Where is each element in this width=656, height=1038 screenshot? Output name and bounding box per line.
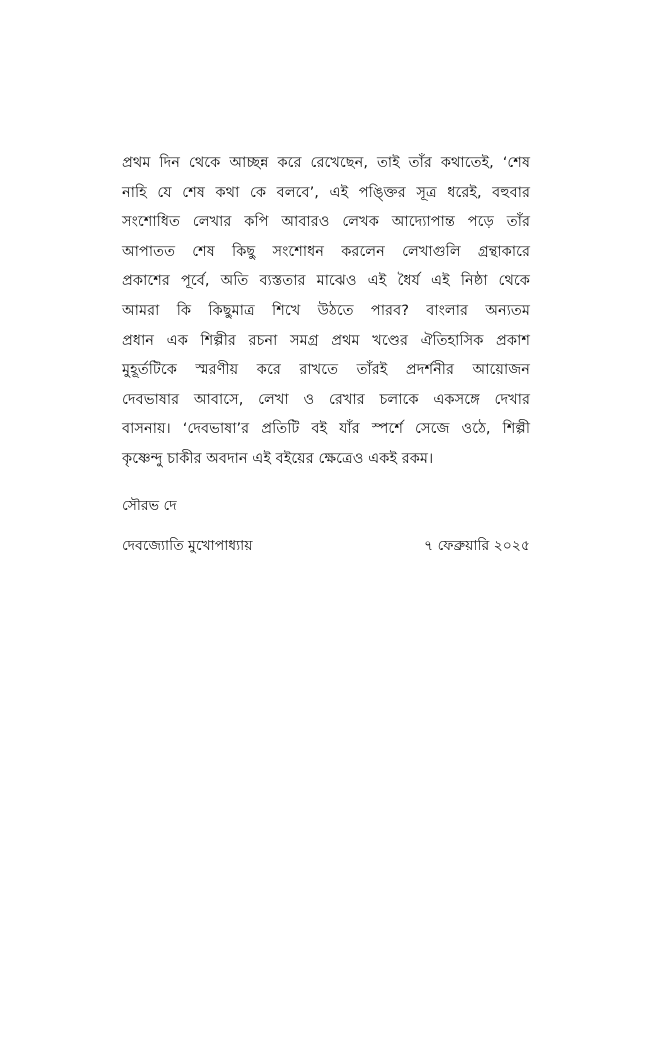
- paragraph-line: বাসনায়। ‘দেবভাষা’র প্রতিটি বই যাঁর স্পর্শে সেজে ওঠে, শিল্পী: [122, 420, 530, 438]
- paragraph-line: আমরা কি কিছুমাত্র শিখে উঠতে পারব? বাংলার অন্যতম: [122, 301, 530, 319]
- signature-row: [122, 533, 530, 559]
- paragraph-line: প্রথম দিন থেকে আচ্ছন্ন করে রেখেছেন, তাই তাঁর কথাতেই, ‘শেষ: [122, 154, 530, 171]
- paragraph-line: কৃষ্ণেন্দু চাকীর অবদান এই বইয়ের ক্ষেত্রেও একই রকম।: [122, 449, 434, 467]
- signatory-name-second: দেবজ্যোতি মুখোপাধ্যায়: [122, 538, 253, 554]
- signatory-name-first: সৌরভ দে: [122, 498, 177, 514]
- paragraph-line: নাহি যে শেষ কথা কে বলবে’, এই পঙ্ক্তির সূত্র ধরেই, বহুবার: [122, 183, 530, 201]
- paragraph-line: প্রধান এক শিল্পীর রচনা সমগ্র প্রথম খণ্ডের ঐতিহাসিক প্রকাশ: [122, 331, 530, 349]
- signature-block: [122, 493, 530, 559]
- paragraph-line: আপাতত শেষ কিছু সংশোধন করলেন লেখাগুলি গ্রন্থাকারে: [122, 242, 530, 260]
- paragraph-line: সংশোধিত লেখার কপি আবারও লেখক আদ্যোপান্ত পড়ে তাঁর: [122, 213, 530, 231]
- preface-paragraph: [122, 148, 530, 474]
- paragraph-line: মুহূর্তটিকে স্মরণীয় করে রাখতে তাঁরই প্রদর্শনীর আয়োজন: [122, 361, 530, 379]
- paragraph-line: প্রকাশের পূর্বে, অতি ব্যস্ততার মাঝেও এই ধৈর্য এই নিষ্ঠা থেকে: [122, 272, 530, 290]
- signature-date: ৭ ফেব্রুয়ারি ২০২৫: [424, 538, 530, 554]
- paragraph-line: দেবভাষার আবাসে, লেখা ও রেখার চলাকে একসঙ্গে দেখার: [122, 390, 530, 408]
